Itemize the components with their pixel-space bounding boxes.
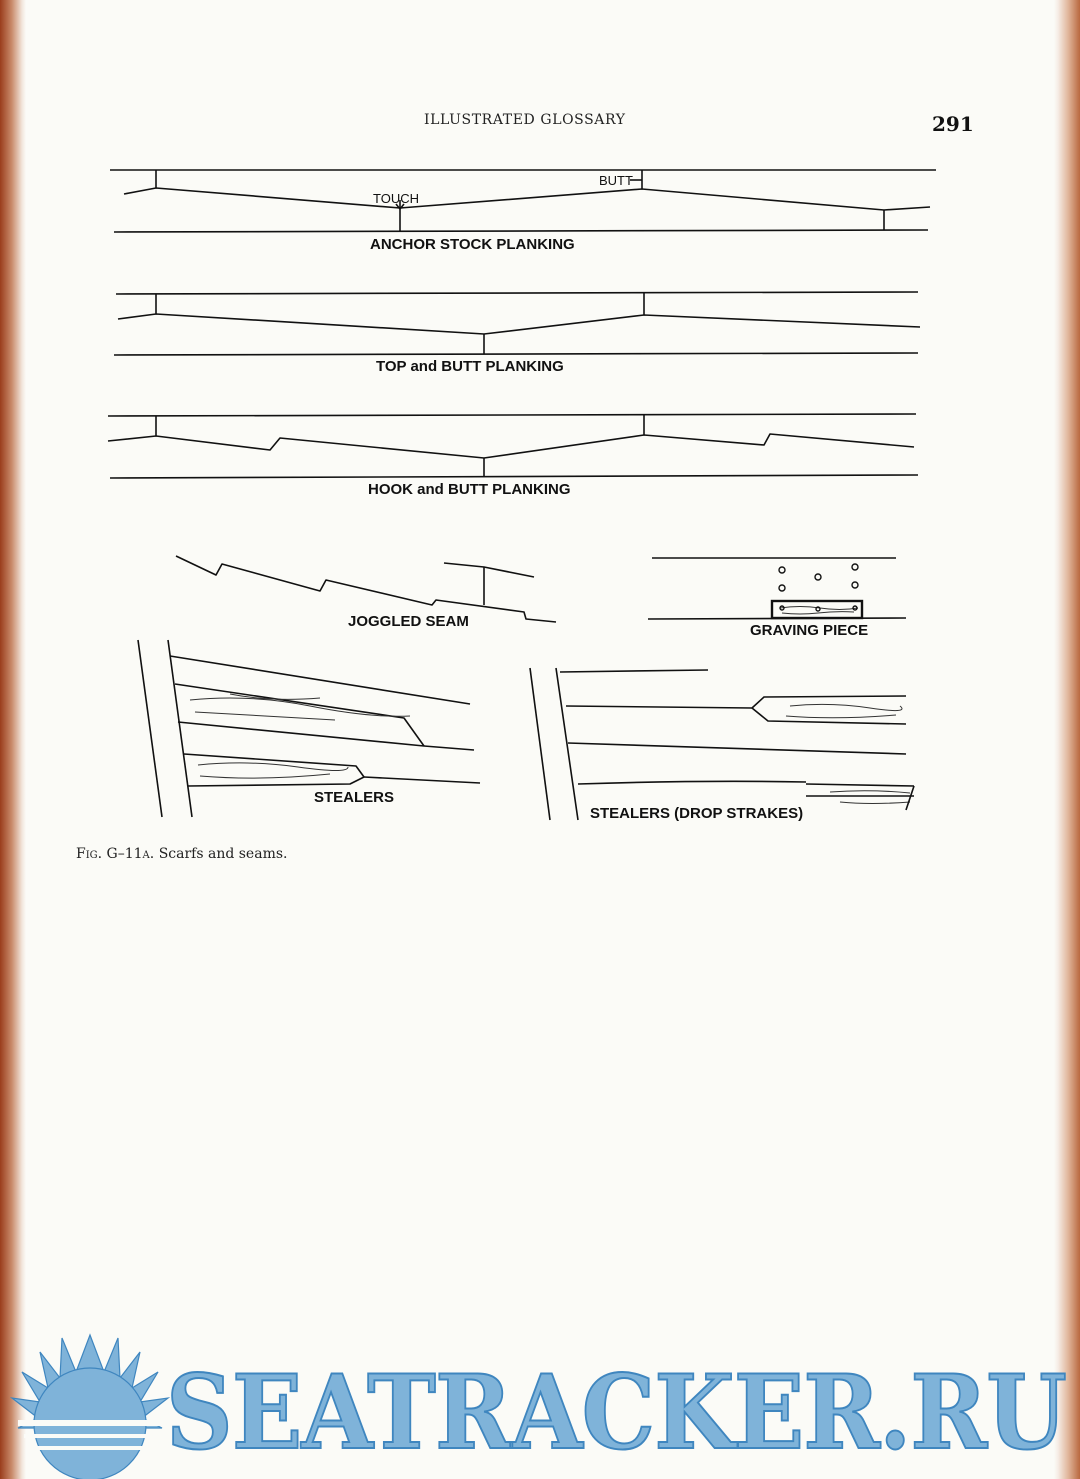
watermark-text: SEATRACKER.RU: [166, 1353, 1066, 1473]
anchor-stock-diagram: [110, 170, 936, 253]
anchor-stock-label: ANCHOR STOCK PLANKING: [370, 236, 575, 253]
page-number: 291: [932, 112, 974, 136]
joggled-seam-label: JOGGLED SEAM: [348, 613, 469, 630]
touch-label: TOUCH: [373, 191, 419, 206]
figure-caption: [76, 846, 287, 862]
seatracker-watermark: [12, 1335, 1066, 1479]
hook-butt-diagram: [108, 414, 918, 498]
stealers-drop-label: STEALERS (DROP STRAKES): [590, 805, 804, 822]
top-butt-diagram: [114, 292, 920, 375]
sun-logo-icon: [12, 1335, 168, 1479]
hook-butt-label: HOOK and BUTT PLANKING: [368, 481, 571, 498]
running-head: ILLUSTRATED GLOSSARY: [424, 112, 626, 128]
graving-piece-diagram: [648, 558, 906, 639]
graving-piece-label: GRAVING PIECE: [750, 622, 869, 639]
stealers-drop-diagram: [530, 668, 914, 822]
caption-fig-number: Fig. G–11a.: [76, 846, 155, 862]
butt-label: BUTT: [599, 173, 633, 188]
stealers-diagram: [138, 640, 480, 817]
joggled-seam-diagram: [176, 556, 556, 630]
caption-text: Scarfs and seams.: [158, 846, 288, 862]
top-butt-label: TOP and BUTT PLANKING: [376, 358, 564, 375]
stealers-label: STEALERS: [314, 789, 395, 806]
